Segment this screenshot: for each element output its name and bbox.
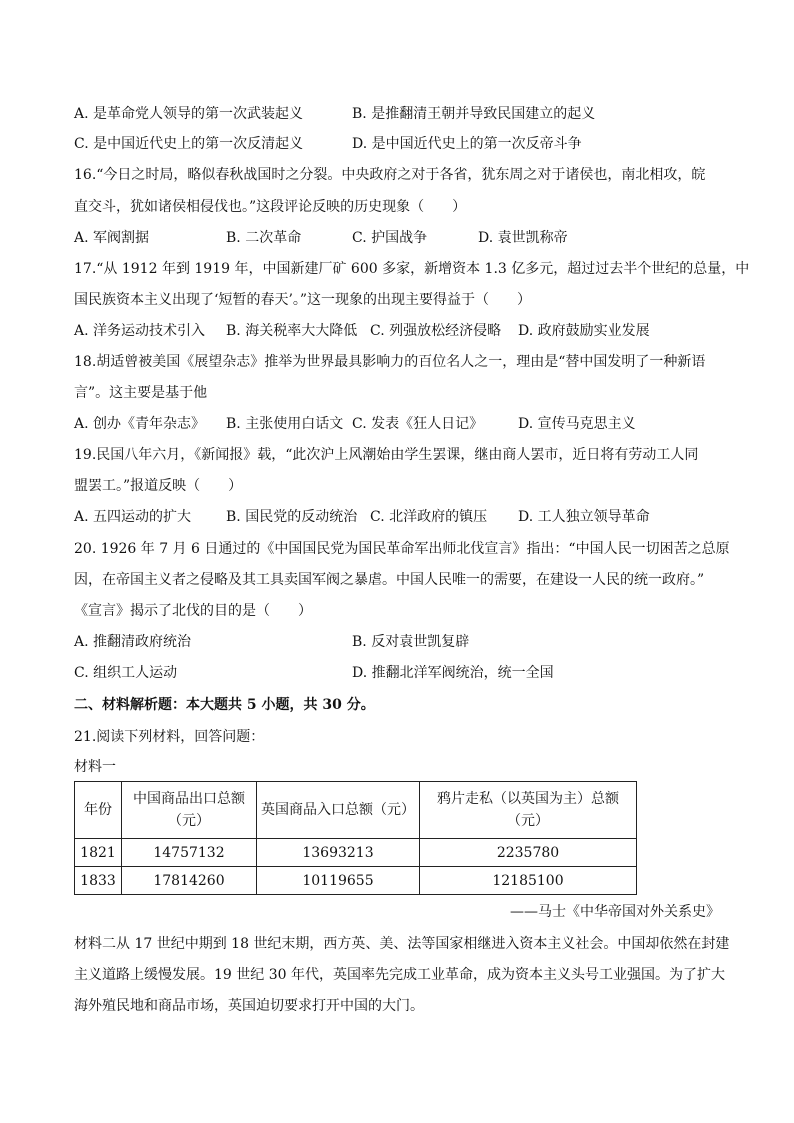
- q17-stem-line2: 国民族资本主义出现了‘短暂的春天’。”这一现象的出现主要得益于（ ）: [74, 292, 532, 308]
- trade-data-table: [74, 781, 637, 895]
- table-cell: 1833: [75, 867, 122, 895]
- table-cell: 12185100: [420, 867, 637, 895]
- material2-line3: 海外殖民地和商品市场，英国迫切要求打开中国的大门。: [74, 998, 424, 1014]
- q17-option-d: D. 政府鼓励实业发展: [518, 323, 650, 339]
- q18-option-c: C. 发表《狂人日记》: [352, 416, 484, 432]
- material2-line2: 主义道路上缓慢发展。19 世纪 30 年代，英国率先完成工业革命，成为资本主义头号工业强国。为了扩大: [74, 967, 725, 983]
- q15-option-b: B. 是推翻清王朝并导致民国建立的起义: [352, 106, 596, 122]
- table-cell: 1821: [75, 839, 122, 867]
- q18-option-d: D. 宣传马克思主义: [518, 416, 636, 432]
- q20-stem-line3: 《宣言》揭示了北伐的目的是（ ）: [74, 603, 312, 619]
- q19-stem-line1: 19.民国八年六月，《新闻报》载，“此次沪上风潮始由学生罢课，继由商人罢市，近日将有劳动工人同: [74, 447, 699, 463]
- table-header-row: [75, 782, 637, 839]
- q20-option-b: B. 反对袁世凯复辟: [352, 634, 470, 650]
- q20-option-c: C. 组织工人运动: [74, 665, 178, 681]
- q18-stem-line1: 18.胡适曾被美国《展望杂志》推举为世界最具影响力的百位名人之一，理由是“替中国发明了一种新语: [74, 354, 706, 370]
- table-cell: 13693213: [257, 839, 420, 867]
- q15-option-c: C. 是中国近代史上的第一次反清起义: [74, 136, 304, 152]
- header-year: 年份: [84, 802, 112, 818]
- q17-stem-line1: 17.“从 1912 年到 1919 年，中国新建厂矿 600 多家，新增资本 1.3 亿多元，超过过去半个世纪的总量，中: [74, 261, 750, 277]
- table-header-cell: [420, 782, 637, 839]
- q18-option-b: B. 主张使用白话文: [226, 416, 344, 432]
- q21-intro: 21.阅读下列材料，回答问题：: [74, 729, 265, 745]
- header-opium-smuggling: 鸦片走私（以英国为主）总额: [437, 791, 619, 807]
- q19-option-a: A. 五四运动的扩大: [74, 509, 192, 525]
- q17-option-c: C. 列强放松经济侵略: [370, 323, 502, 339]
- q15-option-d: D. 是中国近代史上的第一次反帝斗争: [352, 136, 582, 152]
- table-header-cell: [122, 782, 257, 839]
- section-heading: 二、材料解析题：本大题共 5 小题，共 30 分。: [74, 697, 375, 713]
- table-header-cell: [257, 782, 420, 839]
- q17-option-a: A. 洋务运动技术引入: [74, 323, 206, 339]
- q16-option-c: C. 护国战争: [352, 230, 428, 246]
- q19-option-c: C. 北洋政府的镇压: [370, 509, 488, 525]
- q16-stem-line2: 直交斗，犹如诸侯相侵伐也。”这段评论反映的历史现象（ ）: [74, 199, 467, 215]
- q20-option-a: A. 推翻清政府统治: [74, 634, 192, 650]
- q16-option-a: A. 军阀割据: [74, 230, 150, 246]
- table-row: [75, 867, 637, 895]
- q17-option-b: B. 海关税率大大降低: [226, 323, 358, 339]
- q18-option-a: A. 创办《青年杂志》: [74, 416, 206, 432]
- table-cell: 17814260: [122, 867, 257, 895]
- table-cell: 10119655: [257, 867, 420, 895]
- q18-stem-line2: 言”。这主要是基于他: [74, 385, 208, 401]
- header-unit: （元）: [507, 813, 549, 829]
- header-british-import: 英国商品入口总额（元）: [261, 802, 415, 818]
- material2-line1: 材料二从 17 世纪中期到 18 世纪末期，西方英、美、法等国家相继进入资本主义社会。中国却依然在封建: [74, 936, 730, 952]
- table-cell: 2235780: [420, 839, 637, 867]
- q20-option-d: D. 推翻北洋军阀统治，统一全国: [352, 665, 554, 681]
- header-unit: （元）: [168, 813, 210, 829]
- q20-stem-line1: 20. 1926 年 7 月 6 日通过的《中国国民党为国民革命军出师北伐宣言》指出：“中国人民一切困苦之总原: [74, 541, 730, 557]
- q20-stem-line2: 因，在帝国主义者之侵略及其工具卖国军阀之暴虐。中国人民唯一的需要，在建设一人民的统一政府。”: [74, 572, 705, 588]
- table-header-cell: [75, 782, 122, 839]
- q16-option-d: D. 袁世凯称帝: [478, 230, 568, 246]
- q16-option-b: B. 二次革命: [226, 230, 302, 246]
- header-china-export: 中国商品出口总额: [133, 791, 245, 807]
- q15-option-a: A. 是革命党人领导的第一次武装起义: [74, 106, 304, 122]
- table-cell: 14757132: [122, 839, 257, 867]
- table-source-citation: ——马士《中华帝国对外关系史》: [510, 904, 720, 920]
- q19-option-b: B. 国民党的反动统治: [226, 509, 358, 525]
- q19-option-d: D. 工人独立领导革命: [518, 509, 650, 525]
- q19-stem-line2: 盟罢工。”报道反映（ ）: [74, 478, 243, 494]
- q16-stem-line1: 16.“今日之时局，略似春秋战国时之分裂。中央政府之对于各省，犹东周之对于诸侯也，南北相攻，皖: [74, 167, 706, 183]
- table-row: [75, 839, 637, 867]
- material1-label: 材料一: [74, 759, 116, 775]
